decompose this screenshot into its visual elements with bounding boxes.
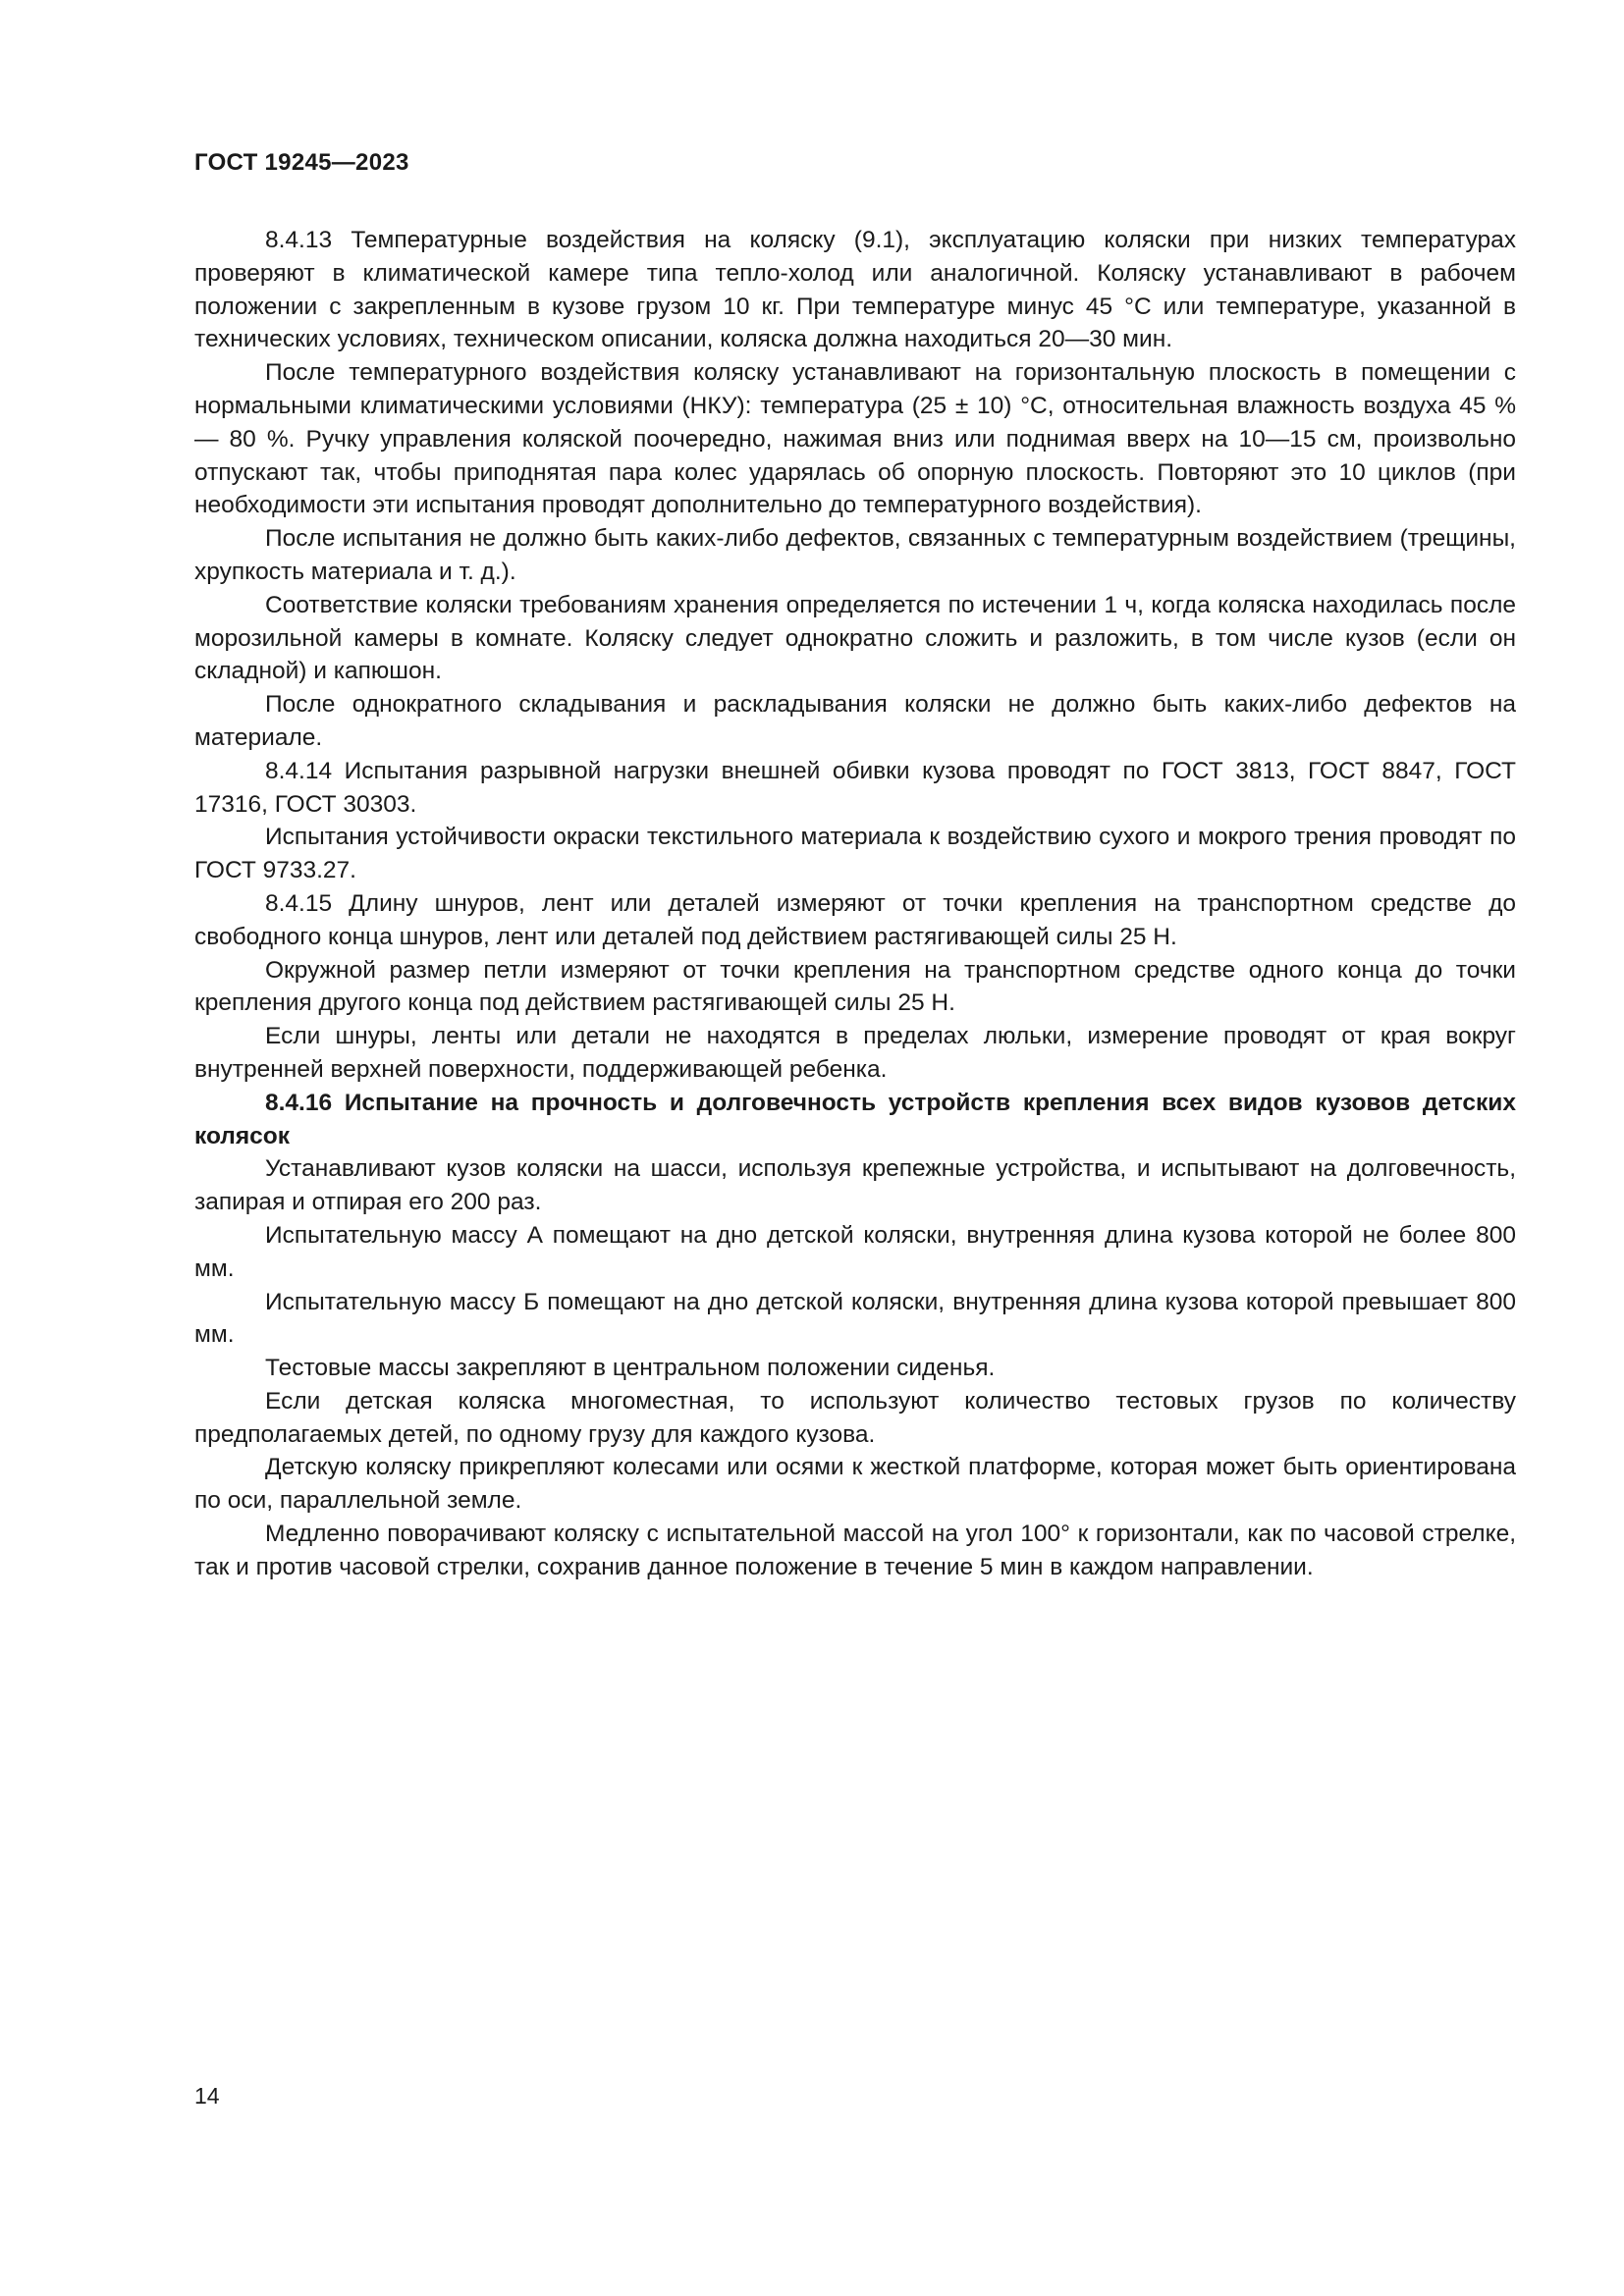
paragraph: Испытательную массу А помещают на дно детской коляски, внутренняя длина кузова которой не более 800 мм. — [194, 1221, 1516, 1282]
paragraph: После температурного воздействия коляску устанавливают на горизонтальную плоскость в помещении с нормальными климатическими условиями (НКУ): температура (25 ± 10) °С, относительная влажность воздуха 45 % — 80 %. Ручку управления коляской поочередно, нажимая вниз или поднимая вверх на 10—15 см, произвольно отпускают так, чтобы приподнятая пара колес ударялась об опорную плоскость. Повторяют это 10 циклов (при необходимости эти испытания проводят дополнительно до температурного воздействия). — [194, 359, 1516, 519]
paragraph: Соответствие коляски требованиям хранения определяется по истечении 1 ч, когда коляска находилась после морозильной камеры в комнате. Коляску следует однократно сложить и разложить, в том числе кузов (если он складной) и капюшон. — [194, 591, 1516, 685]
page-number: 14 — [194, 2083, 220, 2109]
paragraph-8-4-13: 8.4.13 Температурные воздействия на коляску (9.1), эксплуатацию коляски при низких температурах проверяют в климатической камере типа тепло-холод или аналогичной. Коляску устанавливают в рабочем положении с закрепленным в кузове грузом 10 кг. При температуре минус 45 °С или температуре, указанной в технических условиях, техническом описании, коляска должна находиться 20—30 мин. — [194, 227, 1516, 353]
paragraph-8-4-15: 8.4.15 Длину шнуров, лент или деталей измеряют от точки крепления на транспортном средстве до свободного конца шнуров, лент или деталей под действием растягивающей силы 25 Н. — [194, 889, 1516, 950]
paragraph: Устанавливают кузов коляски на шасси, используя крепежные устройства, и испытывают на долговечность, запирая и отпирая его 200 раз. — [194, 1155, 1516, 1216]
paragraph: Испытания устойчивости окраски текстильного материала к воздействию сухого и мокрого трения проводят по ГОСТ 9733.27. — [194, 824, 1516, 884]
paragraph: Окружной размер петли измеряют от точки крепления на транспортном средстве одного конца до точки крепления другого конца под действием растягивающей силы 25 Н. — [194, 956, 1516, 1017]
paragraph: После испытания не должно быть каких-либо дефектов, связанных с температурным воздействием (трещины, хрупкость материала и т. д.). — [194, 525, 1516, 585]
paragraph: Детскую коляску прикрепляют колесами или осями к жесткой платформе, которая может быть ориентирована по оси, параллельной земле. — [194, 1454, 1516, 1515]
paragraph: Если детская коляска многоместная, то используют количество тестовых грузов по количеству предполагаемых детей, по одному грузу для каждого кузова. — [194, 1387, 1516, 1448]
section-heading-8-4-16: 8.4.16 Испытание на прочность и долговечность устройств крепления всех видов кузовов детских колясок — [194, 1089, 1516, 1149]
paragraph-8-4-14: 8.4.14 Испытания разрывной нагрузки внешней обивки кузова проводят по ГОСТ 3813, ГОСТ 8847, ГОСТ 17316, ГОСТ 30303. — [194, 757, 1516, 818]
document-header: ГОСТ 19245—2023 — [194, 149, 409, 176]
paragraph: После однократного складывания и раскладывания коляски не должно быть каких-либо дефектов на материале. — [194, 691, 1516, 751]
paragraph: Медленно поворачивают коляску с испытательной массой на угол 100° к горизонтали, как по часовой стрелке, так и против часовой стрелки, сохранив данное положение в течение 5 мин в каждом направлении. — [194, 1521, 1516, 1580]
paragraph: Тестовые массы закрепляют в центральном положении сиденья. — [265, 1355, 996, 1382]
paragraph: Испытательную массу Б помещают на дно детской коляски, внутренняя длина кузова которой превышает 800 мм. — [194, 1288, 1516, 1349]
document-body — [194, 224, 1516, 1584]
paragraph: Если шнуры, ленты или детали не находятся в пределах люльки, измерение проводят от края вокруг внутренней верхней поверхности, поддерживающей ребенка. — [194, 1023, 1516, 1083]
